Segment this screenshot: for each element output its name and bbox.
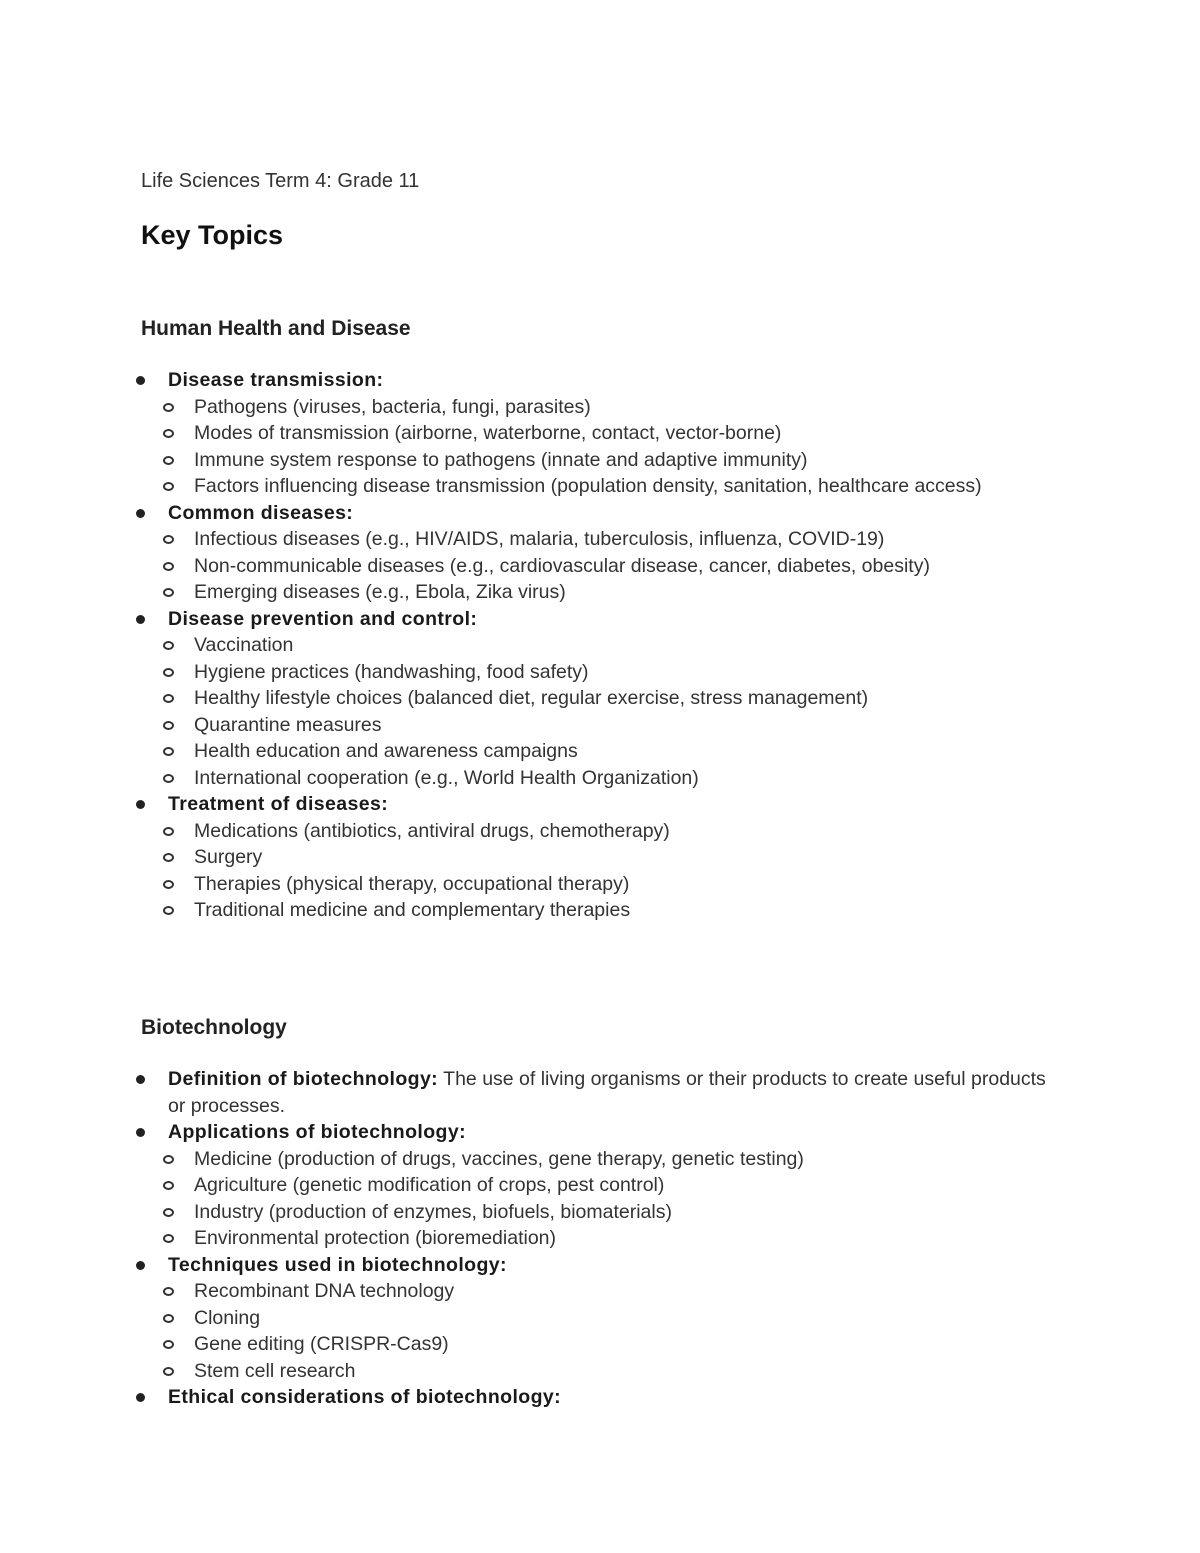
hollow-bullet-icon [163,721,174,730]
list-item-text: Traditional medicine and complementary therapies [194,899,631,921]
hollow-bullet-icon [163,1367,174,1376]
list-item-text: International cooperation (e.g., World Health Organization) [194,766,699,789]
topic-item [0,791,1048,924]
hollow-bullet-icon [163,641,174,650]
list-item-text: Gene editing (CRISPR-Cas9) [194,1333,449,1355]
list-item-text: Health education and awareness campaigns [194,740,578,762]
list-item-text: Industry (production of enzymes, biofuels, biomaterials) [194,1200,672,1223]
list-item [168,659,994,686]
list-item [168,685,994,712]
list-item [168,553,994,580]
list-item-text: Environmental protection (bioremediation) [194,1227,557,1249]
hollow-bullet-icon [163,429,174,438]
hollow-bullet-icon [163,1155,174,1164]
list-item-text: Medicine (production of drugs, vaccines, gene therapy, genetic testing) [194,1147,804,1170]
topic-item [0,500,1048,606]
topic-item [0,1066,1048,1119]
list-item [168,632,994,659]
list-item [168,1278,994,1305]
hollow-bullet-icon [163,668,174,677]
topic-label: Techniques used in biotechnology: [168,1253,507,1276]
list-item [168,526,994,553]
sub-list [168,394,1048,500]
list-item [168,871,994,898]
list-item-text: Infectious diseases (e.g., HIV/AIDS, malaria, tuberculosis, influenza, COVID-19) [194,528,885,550]
list-item [168,738,994,765]
list-item [168,712,994,739]
sub-list [168,1146,1048,1252]
topic-item [0,367,1048,500]
list-item [168,818,994,845]
filled-bullet-icon [136,1128,145,1137]
hollow-bullet-icon [163,562,174,571]
list-item-text: Recombinant DNA technology [194,1280,455,1302]
topic-list-human-health [0,367,1048,924]
hollow-bullet-icon [163,456,174,465]
list-item-text: Immune system response to pathogens (innate and adaptive immunity) [194,448,808,471]
hollow-bullet-icon [163,694,174,703]
filled-bullet-icon [136,800,145,809]
list-item-text: Pathogens (viruses, bacteria, fungi, parasites) [194,395,591,418]
topic-list-biotechnology [0,1066,1048,1411]
list-item [168,394,994,421]
hollow-bullet-icon [163,774,174,783]
topic-label: Common diseases: [168,501,354,524]
hollow-bullet-icon [163,1181,174,1190]
hollow-bullet-icon [163,403,174,412]
sub-list [168,526,1048,606]
topic-item [0,1252,1048,1385]
list-item-text: Healthy lifestyle choices (balanced diet, regular exercise, stress management) [194,687,869,709]
page-heading: Key Topics [141,220,284,250]
hollow-bullet-icon [163,1287,174,1296]
list-item [168,447,994,474]
topic-item [0,606,1048,792]
hollow-bullet-icon [163,747,174,756]
hollow-bullet-icon [163,880,174,889]
document-title: Life Sciences Term 4: Grade 11 [141,170,420,192]
hollow-bullet-icon [163,588,174,597]
list-item-text: Vaccination [194,634,294,656]
list-item [168,1172,994,1199]
list-item-text: Medications (antibiotics, antiviral drugs, chemotherapy) [194,819,670,842]
list-item-text: Non-communicable diseases (e.g., cardiovascular disease, cancer, diabetes, obesity) [194,554,930,577]
hollow-bullet-icon [163,827,174,836]
sub-list [168,632,1048,791]
topic-description: The use of living organisms or their products to create useful products or processes. [168,1068,1046,1117]
list-item [168,897,994,924]
list-item [168,420,994,447]
list-item-text: Quarantine measures [194,713,382,736]
hollow-bullet-icon [163,1234,174,1243]
filled-bullet-icon [136,615,145,624]
topic-label: Applications of biotechnology: [168,1121,466,1143]
sub-list [168,818,1048,924]
list-item-text: Modes of transmission (airborne, waterborne, contact, vector-borne) [194,422,782,444]
hollow-bullet-icon [163,1208,174,1217]
section-heading-biotechnology: Biotechnology [141,1016,287,1039]
filled-bullet-icon [136,1075,145,1084]
list-item [168,1146,994,1173]
filled-bullet-icon [136,376,145,385]
list-item [168,765,994,792]
list-item [168,1331,994,1358]
list-item-text: Stem cell research [194,1359,356,1382]
filled-bullet-icon [136,1261,145,1270]
list-item-text: Agriculture (genetic modification of crops, pest control) [194,1174,665,1196]
list-item [168,1199,994,1226]
topic-label: Definition of biotechnology: [168,1068,439,1090]
list-item [168,844,994,871]
hollow-bullet-icon [163,1314,174,1323]
topic-item [0,1119,1048,1252]
filled-bullet-icon [136,1393,145,1402]
topic-item [0,1384,1048,1411]
hollow-bullet-icon [163,535,174,544]
topic-label: Disease transmission: [168,369,384,391]
list-item [168,473,994,500]
topic-label: Disease prevention and control: [168,607,478,630]
list-item [168,1305,994,1332]
list-item [168,1358,994,1385]
list-item-text: Therapies (physical therapy, occupational therapy) [194,872,630,895]
list-item-text: Emerging diseases (e.g., Ebola, Zika virus) [194,581,566,603]
filled-bullet-icon [136,509,145,518]
sub-list [168,1278,1048,1384]
hollow-bullet-icon [163,1340,174,1349]
list-item-text: Factors influencing disease transmission (population density, sanitation, healthcare access) [194,475,982,497]
hollow-bullet-icon [163,482,174,491]
list-item-text: Hygiene practices (handwashing, food safety) [194,660,589,683]
section-heading-human-health: Human Health and Disease [141,317,411,340]
list-item-text: Surgery [194,846,263,868]
list-item [168,579,994,606]
hollow-bullet-icon [163,906,174,915]
list-item-text: Cloning [194,1306,261,1329]
topic-label: Ethical considerations of biotechnology: [168,1386,562,1408]
topic-label: Treatment of diseases: [168,793,389,815]
list-item [168,1225,994,1252]
hollow-bullet-icon [163,853,174,862]
